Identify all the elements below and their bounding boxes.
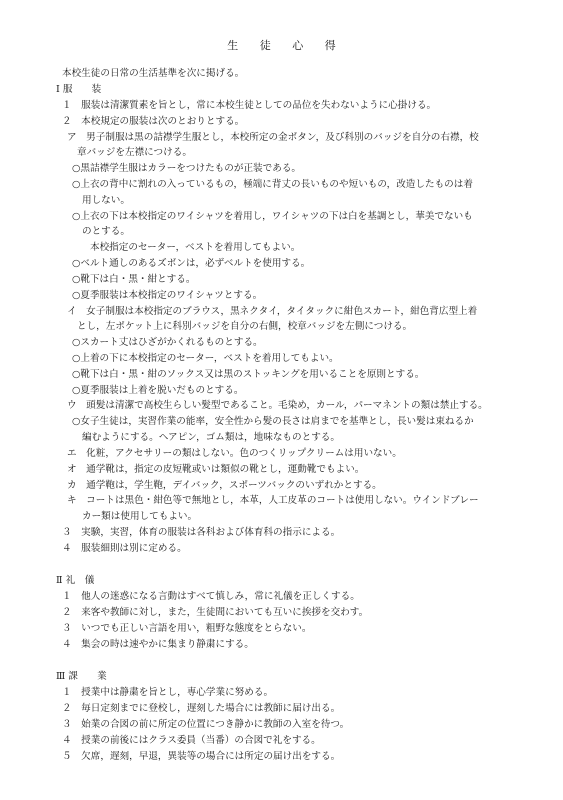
clothing-line: ア 男子制服は黒の詰襟学生服とし，本校所定の金ボタン，及び科別のバッジを自分の右襟，校: [67, 132, 479, 143]
clothing-line: ３ 実験，実習，体育の服装は各科および体育科の指示による。: [62, 527, 341, 538]
clothing-line: 章バッジを左襟につける。: [77, 147, 192, 158]
manners-line: ２ 来客や教師に対し，また，生徒間においても互いに挨拶を交わす。: [62, 607, 369, 618]
clothing-line: ○夏季服装は上着を脱いだものとする。: [72, 385, 244, 396]
clothing-line: イ 女子制服は本校指定のブラウス，黒ネクタイ，タイタックに紺色スカート，紺色背広型上着: [67, 306, 478, 317]
clothing-line: １ 服装は清潔質素を旨とし，常に本校生徒としての品位を失わないように心掛ける。: [62, 100, 437, 111]
clothing-line: カ 通学鞄は，学生鞄，デイバック，スポーツバックのいずれかとする。: [67, 480, 382, 491]
section-heading-studies: Ⅲ 課 業: [56, 671, 107, 682]
clothing-line: オ 通学靴は，指定の皮短靴或いは類似の靴とし，運動靴でもよい。: [67, 464, 365, 475]
clothing-line: ○スカート丈はひざがかくれるものとする。: [72, 337, 263, 348]
clothing-line: ○上衣の背中に割れの入っているもの，極端に背丈の長いものや短いもの，改造したものは着: [72, 179, 473, 190]
clothing-line: ○上着の下に本校指定のセーター，ベストを着用してもよい。: [72, 353, 339, 364]
clothing-line: 用しない。: [82, 195, 130, 206]
clothing-line: ４ 服装細則は別に定める。: [62, 543, 187, 554]
studies-line: ３ 始業の合図の前に所定の位置につき静かに教師の入室を待つ。: [62, 719, 350, 730]
document-title: 生 徒 心 得: [227, 39, 345, 52]
section-heading-clothing: Ⅰ 服 装: [56, 84, 102, 95]
clothing-line: ○靴下は白・黒・紺のソックス又は黒のストッキングを用いることを原則とする。: [72, 369, 425, 380]
manners-line: ３ いつでも正しい言語を用い，粗野な態度をとらない。: [62, 623, 312, 634]
clothing-line: ○黒詰襟学生服はカラーをつけたものが正装である。: [72, 163, 302, 174]
clothing-line: ○ベルト通しのあるズボンは，必ずベルトを使用する。: [72, 258, 311, 269]
manners-line: ４ 集会の時は速やかに集まり静粛にする。: [62, 639, 254, 650]
studies-line: ４ 授業の前後にはクラス委員（当番）の合図で礼をする。: [62, 735, 321, 746]
studies-line: ２ 毎日定刻までに登校し，遅刻した場合には教師に届け出る。: [62, 703, 341, 714]
clothing-line: 本校指定のセーター，ベストを着用してもよい。: [90, 242, 301, 253]
clothing-line: エ 化粧，アクセサリーの類はしない。色のつくリップクリームは用いない。: [67, 448, 402, 459]
clothing-line: ２ 本校規定の服装は次のとおりとする。: [62, 116, 245, 127]
manners-line: １ 他人の迷惑になる言動はすべて慎しみ，常に礼儀を正しくする。: [62, 591, 360, 602]
studies-line: ５ 欠席，遅刻，早退，異装等の場合には所定の届け出をする。: [62, 751, 341, 762]
clothing-line: ウ 頭髪は清潔で高校生らしい髪型であること。毛染め，カール，パーマネントの類は禁止する。: [67, 400, 488, 411]
clothing-line: とし，左ポケット上に科別バッジを自分の右側，校章バッジを左側につける。: [77, 321, 413, 332]
clothing-line: 編むようにする。ヘアピン，ゴム類は，地味なものとする。: [82, 432, 340, 443]
clothing-line: ○靴下は白・黒・紺とする。: [72, 274, 196, 285]
clothing-line: ○女子生徒は，実習作業の能率，安全性から髪の長さは肩までを基準とし，長い髪は束ねるか: [72, 416, 474, 427]
clothing-line: ○夏季服装は本校指定のワイシャツとする。: [72, 290, 263, 301]
studies-line: １ 授業中は静粛を旨とし，専心学業に努める。: [62, 687, 274, 698]
clothing-line: ○上衣の下は本校指定のワイシャツを着用し，ワイシャツの下は白を基調とし，華美でないも: [72, 211, 473, 222]
clothing-line: カー類は使用してもよい。: [82, 511, 198, 522]
clothing-line: キ コートは黒色・紺色等で無地とし，本革，人工皮革のコートは使用しない。ウインドブレー: [67, 495, 479, 506]
clothing-line: のとする。: [82, 226, 130, 237]
intro-text: 本校生徒の日常の生活基準を次に掲げる。: [62, 68, 245, 79]
section-heading-manners: Ⅱ 礼 儀: [56, 575, 95, 586]
